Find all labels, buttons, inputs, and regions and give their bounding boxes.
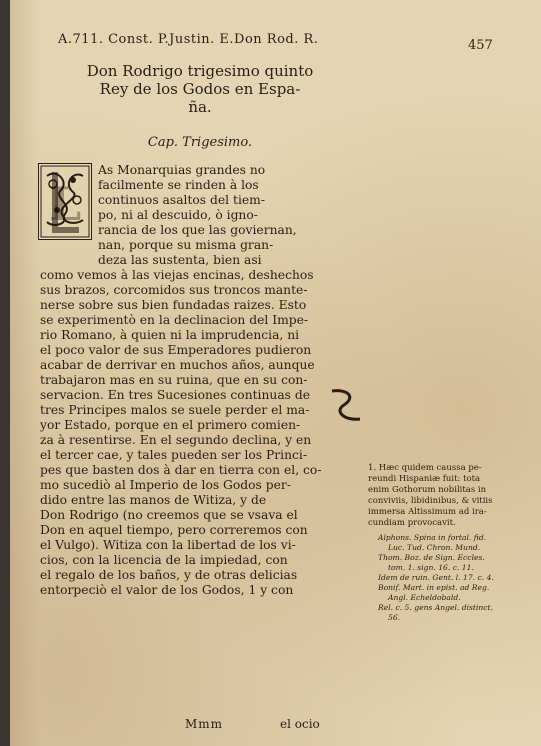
reference-line: Angl. Echeldobald. bbox=[388, 593, 461, 602]
side-note-line: 1. Hæc quidem caussa pe- bbox=[368, 463, 482, 473]
body-line: As Monarquias grandes no bbox=[98, 163, 266, 177]
catchword-end: el ocio bbox=[280, 717, 320, 731]
reference-line: Rel. c. 5. gens Angel. distinct. bbox=[378, 603, 494, 612]
body-line: za à resentirse. En el segundo declina, y en bbox=[40, 433, 312, 447]
marginal-flourish-icon bbox=[326, 385, 366, 425]
chapter-title bbox=[70, 62, 330, 116]
body-line: pes que basten dos à dar en tierra con el, co- bbox=[40, 463, 322, 477]
side-note-line: conviviis, libidinibus, & vitiis bbox=[368, 496, 493, 506]
body-line: mo sucediò al Imperio de los Godos per- bbox=[40, 478, 291, 492]
reference-line: Thom. Boz. de Sign. Eccles. bbox=[378, 553, 485, 562]
chapter-heading: Cap. Trigesimo. bbox=[147, 135, 253, 150]
body-line: sus brazos, corcomidos sus troncos mante- bbox=[40, 283, 308, 297]
title-line: ña. bbox=[188, 98, 212, 116]
drop-cap-letter: L bbox=[48, 177, 82, 231]
body-line: nan, porque su misma gran- bbox=[98, 238, 274, 252]
body-line: Don Rodrigo (no creemos que se vsava el bbox=[40, 508, 298, 522]
body-line: como vemos à las viejas encinas, deshechos bbox=[40, 268, 314, 282]
reference-line: Luc. Tud. Chron. Mund. bbox=[388, 543, 481, 552]
body-line: el tercer cae, y tales pueden ser los Princi- bbox=[40, 448, 307, 462]
body-line: entorpeciò el valor de los Godos, 1 y con bbox=[40, 583, 294, 597]
title-line: Don Rodrigo trigesimo quinto bbox=[86, 62, 314, 80]
page-number: 457 bbox=[468, 38, 493, 53]
body-line: dido entre las manos de Witiza, y de bbox=[40, 493, 267, 507]
body-line: po, ni al descuido, ò igno- bbox=[98, 208, 258, 222]
body-line: el Vulgo). Witiza con la libertad de los vi- bbox=[40, 538, 296, 552]
reference-line: Alphons. Spina in fortal. fid. bbox=[378, 533, 487, 542]
body-line: el regalo de los baños, y de otras delicias bbox=[40, 568, 298, 582]
side-note-line: enim Gothorum nobilitas in bbox=[368, 485, 487, 495]
body-line: nerse sobre sus bien fundadas raizes. Esto bbox=[40, 298, 307, 312]
side-note-line: immersa Altissimum ad ira- bbox=[368, 507, 487, 517]
body-line: cios, con la licencia de la impiedad, con bbox=[40, 553, 288, 567]
body-line: facilmente se rinden à los bbox=[98, 178, 259, 192]
catchword: Mmm bbox=[185, 717, 224, 731]
reference-line: Bonif. Mart. in epist. ad Reg. bbox=[378, 583, 490, 592]
body-line: se experimentò en la declinacion del Impe- bbox=[40, 313, 309, 327]
book-page bbox=[10, 0, 541, 746]
body-line: deza las sustenta, bien asi bbox=[98, 253, 262, 267]
body-line: tres Principes malos se suele perder el ma- bbox=[40, 403, 310, 417]
body-line: acabar de derrivar en muchos años, aunque bbox=[40, 358, 315, 372]
body-line: el poco valor de sus Emperadores pudieron bbox=[40, 343, 312, 357]
body-line: rio Romano, à quien ni la imprudencia, ni bbox=[40, 328, 300, 342]
drop-cap-ornament-icon bbox=[39, 164, 91, 239]
reference-line: tom. 1. sign. 16. c. 11. bbox=[388, 563, 474, 572]
body-line: servacion. En tres Sucesiones continuas de bbox=[40, 388, 311, 402]
reference-line: Idem de ruin. Gent. l. 17. c. 4. bbox=[378, 573, 494, 582]
body-line: Don en aquel tiempo, pero correremos con bbox=[40, 523, 308, 537]
drop-cap-illuminated-L bbox=[38, 163, 92, 240]
body-line: rancia de los que las goviernan, bbox=[98, 223, 297, 237]
body-line: continuos asaltos del tiem- bbox=[98, 193, 265, 207]
title-line: Rey de los Godos en Espa- bbox=[99, 80, 301, 98]
running-head: A.711. Const. P.Justin. E.Don Rod. R. bbox=[58, 32, 319, 47]
side-note bbox=[368, 463, 538, 529]
body-line: yor Estado, porque en el primero comien- bbox=[40, 418, 301, 432]
body-line: trabajaron mas en su ruina, que en su con- bbox=[40, 373, 308, 387]
side-note-line: cundiam provocavit. bbox=[368, 518, 456, 528]
reference-line: 56. bbox=[388, 613, 401, 622]
side-note-line: reundi Hispaniæ fuit: tota bbox=[368, 474, 481, 484]
